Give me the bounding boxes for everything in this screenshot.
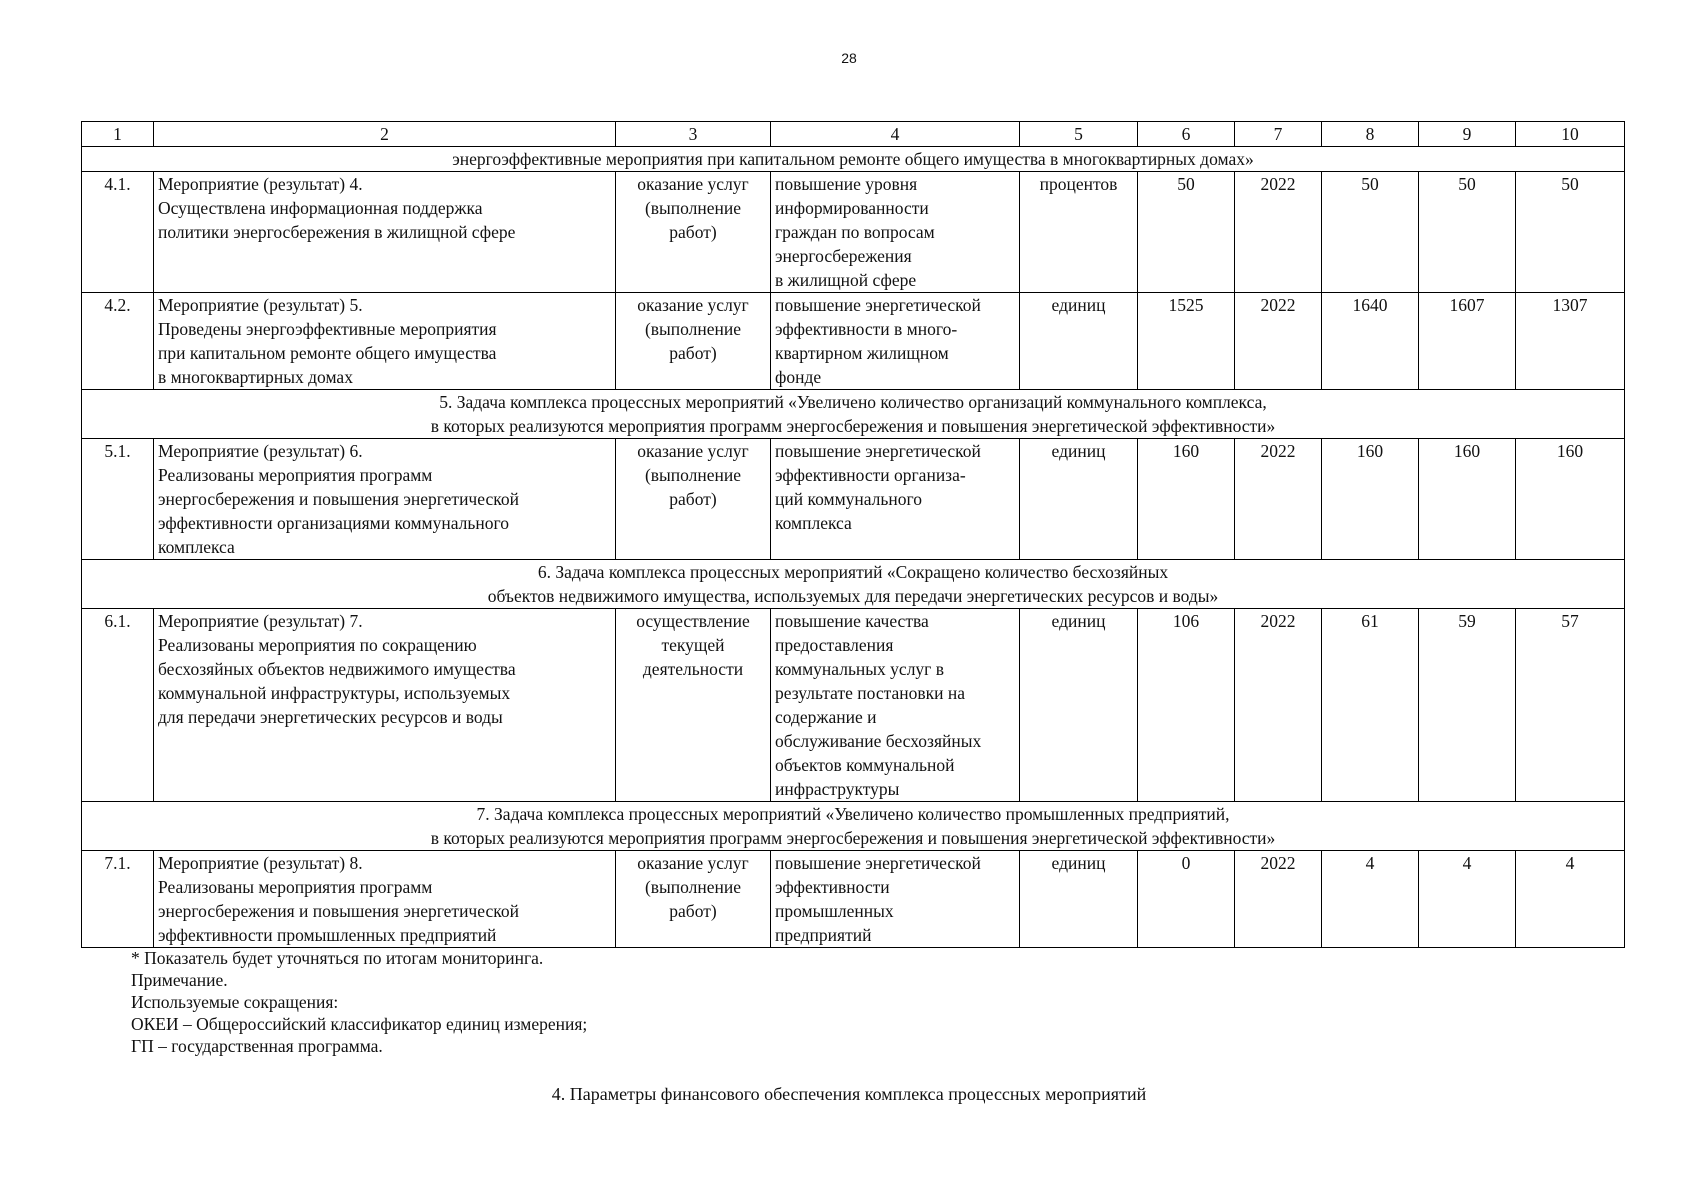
table-cell: 1607 (1419, 293, 1516, 390)
table-cell: повышение уровня информированности граждан по вопросам энергосбережения в жилищной сфере (771, 172, 1020, 293)
table-cell: 59 (1419, 609, 1516, 802)
task-section-row (82, 147, 1625, 172)
table-cell: 4 (1419, 851, 1516, 948)
header-cell: 6 (1138, 122, 1235, 147)
task-section-row (82, 560, 1625, 609)
table-cell: 160 (1516, 439, 1625, 560)
table-cell: 2022 (1235, 851, 1322, 948)
table-cell: 2022 (1235, 439, 1322, 560)
table-cell: повышение энергетической эффективности в много- квартирном жилищном фонде (771, 293, 1020, 390)
table-cell: повышение энергетической эффективности промышленных предприятий (771, 851, 1020, 948)
table-cell: 2022 (1235, 172, 1322, 293)
table-cell: оказание услуг (выполнение работ) (616, 851, 771, 948)
table-row (82, 439, 1625, 560)
table-row (82, 609, 1625, 802)
table-row (82, 851, 1625, 948)
table-cell: 1640 (1322, 293, 1419, 390)
footnote-line: * Показатель будет уточняться по итогам мониторинга. (131, 948, 544, 968)
table-cell: 57 (1516, 609, 1625, 802)
footnote-line: ОКЕИ – Общероссийский классификатор единиц измерения; (131, 1014, 588, 1034)
table-cell: процентов (1020, 172, 1138, 293)
header-cell: 1 (82, 122, 154, 147)
task-section-title: энергоэффективные мероприятия при капитальном ремонте общего имущества в многоквартирных домах» (82, 147, 1625, 172)
table-cell: 160 (1419, 439, 1516, 560)
table-cell: Мероприятие (результат) 7. Реализованы мероприятия по сокращению бесхозяйных объектов недвижимого имущества коммунальной инфраструктуры, используемых для передачи энергетических ресурсов и воды (154, 609, 616, 802)
table-cell: осуществление текущей деятельности (616, 609, 771, 802)
table-cell: 2022 (1235, 293, 1322, 390)
table-cell: 6.1. (82, 609, 154, 802)
table-cell: оказание услуг (выполнение работ) (616, 293, 771, 390)
task-section-title: 7. Задача комплекса процессных мероприятий «Увеличено количество промышленных предприятий, в которых реализуются мероприятия программ энергосбережения и повышения энергетической эффективности» (82, 802, 1625, 851)
table-cell: 1307 (1516, 293, 1625, 390)
table-cell: 50 (1322, 172, 1419, 293)
header-cell: 7 (1235, 122, 1322, 147)
table-cell: единиц (1020, 851, 1138, 948)
table-cell: оказание услуг (выполнение работ) (616, 439, 771, 560)
page-number: 28 (841, 50, 857, 66)
footnote-line: ГП – государственная программа. (131, 1036, 383, 1056)
header-cell: 8 (1322, 122, 1419, 147)
table-cell: Мероприятие (результат) 6. Реализованы мероприятия программ энергосбережения и повышения энергетической эффективности организациями коммунального комплекса (154, 439, 616, 560)
table-cell: 4 (1322, 851, 1419, 948)
header-cell: 5 (1020, 122, 1138, 147)
footnote-line: Примечание. (131, 970, 228, 990)
task-section-row (82, 802, 1625, 851)
footnotes (131, 947, 587, 1057)
table-cell: единиц (1020, 609, 1138, 802)
table-cell: 1525 (1138, 293, 1235, 390)
table-cell: 50 (1516, 172, 1625, 293)
header-cell: 3 (616, 122, 771, 147)
table-cell: Мероприятие (результат) 5. Проведены энергоэффективные мероприятия при капитальном ремонте общего имущества в многоквартирных домах (154, 293, 616, 390)
task-section-title: 5. Задача комплекса процессных мероприятий «Увеличено количество организаций коммунального комплекса, в которых реализуются мероприятия программ энергосбережения и повышения энергетической эффективности» (82, 390, 1625, 439)
task-section-row (82, 390, 1625, 439)
table-cell: оказание услуг (выполнение работ) (616, 172, 771, 293)
header-cell: 9 (1419, 122, 1516, 147)
table-cell: Мероприятие (результат) 8. Реализованы мероприятия программ энергосбережения и повышения энергетической эффективности промышленных предприятий (154, 851, 616, 948)
table-cell: повышение энергетической эффективности организа- ций коммунального комплекса (771, 439, 1020, 560)
table-cell: единиц (1020, 293, 1138, 390)
table-cell: Мероприятие (результат) 4. Осуществлена информационная поддержка политики энергосбережения в жилищной сфере (154, 172, 616, 293)
table-cell: 0 (1138, 851, 1235, 948)
table-cell: 5.1. (82, 439, 154, 560)
table-cell: повышение качества предоставления коммунальных услуг в результате постановки на содержание и обслуживание бесхозяйных объектов коммунальной инфраструктуры (771, 609, 1020, 802)
footnote-line: Используемые сокращения: (131, 992, 339, 1012)
table-cell: 4.2. (82, 293, 154, 390)
table-cell: 4.1. (82, 172, 154, 293)
header-cell: 10 (1516, 122, 1625, 147)
table-row (82, 172, 1625, 293)
indicators-table (81, 121, 1625, 948)
table-cell: 106 (1138, 609, 1235, 802)
table-header-row (82, 122, 1625, 147)
table-cell: 2022 (1235, 609, 1322, 802)
table-cell: 50 (1138, 172, 1235, 293)
section-heading: 4. Параметры финансового обеспечения комплекса процессных мероприятий (551, 1084, 1147, 1104)
table-cell: 7.1. (82, 851, 154, 948)
table-cell: 160 (1322, 439, 1419, 560)
table-cell: 50 (1419, 172, 1516, 293)
header-cell: 4 (771, 122, 1020, 147)
table-row (82, 293, 1625, 390)
table-cell: единиц (1020, 439, 1138, 560)
task-section-title: 6. Задача комплекса процессных мероприятий «Сокращено количество бесхозяйных объектов недвижимого имущества, используемых для передачи энергетических ресурсов и воды» (82, 560, 1625, 609)
table-cell: 61 (1322, 609, 1419, 802)
table-cell: 160 (1138, 439, 1235, 560)
table-cell: 4 (1516, 851, 1625, 948)
header-cell: 2 (154, 122, 616, 147)
